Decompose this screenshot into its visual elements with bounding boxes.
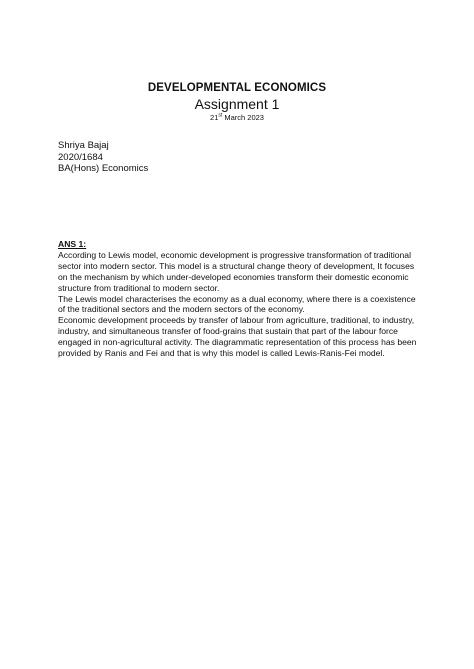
answer-heading: ANS 1: — [58, 239, 87, 249]
answer-paragraph: The Lewis model characterises the economy as a dual economy, where there is a coexistence of the traditional sectors and the modern sectors of the economy. — [58, 293, 416, 315]
assignment-subtitle: Assignment 1 — [194, 96, 280, 112]
author-name: Shriya Bajaj — [58, 140, 109, 151]
answer-paragraph: According to Lewis model, economic development is progressive transformation of traditional sector into modern sector. This model is a structural change theory of development, It focuses on the mechanism by which under-developed economies transform their domestic economic structure from traditional to modern sector. — [58, 249, 415, 293]
date-day: 21 — [210, 113, 219, 122]
author-roll-number: 2020/1684 — [58, 151, 103, 163]
answer-section — [58, 239, 420, 359]
author-block — [58, 140, 148, 175]
date-suffix: st — [218, 112, 223, 119]
assignment-date — [0, 113, 474, 122]
document-title: DEVELOPMENTAL ECONOMICS — [147, 82, 327, 94]
date-rest: March 2023 — [222, 113, 264, 122]
answer-paragraph: Economic development proceeds by transfer of labour from agriculture, traditional, to industry, industry, and simultaneous transfer of food-grains that sustain that part of the labour force engaged in non-agricultural activity. The diagrammatic representation of this process has been provided by Ranis and Fei and that is why this model is called Lewis-Ranis-Fei model. — [58, 315, 417, 359]
author-course: BA(Hons) Economics — [58, 163, 149, 174]
